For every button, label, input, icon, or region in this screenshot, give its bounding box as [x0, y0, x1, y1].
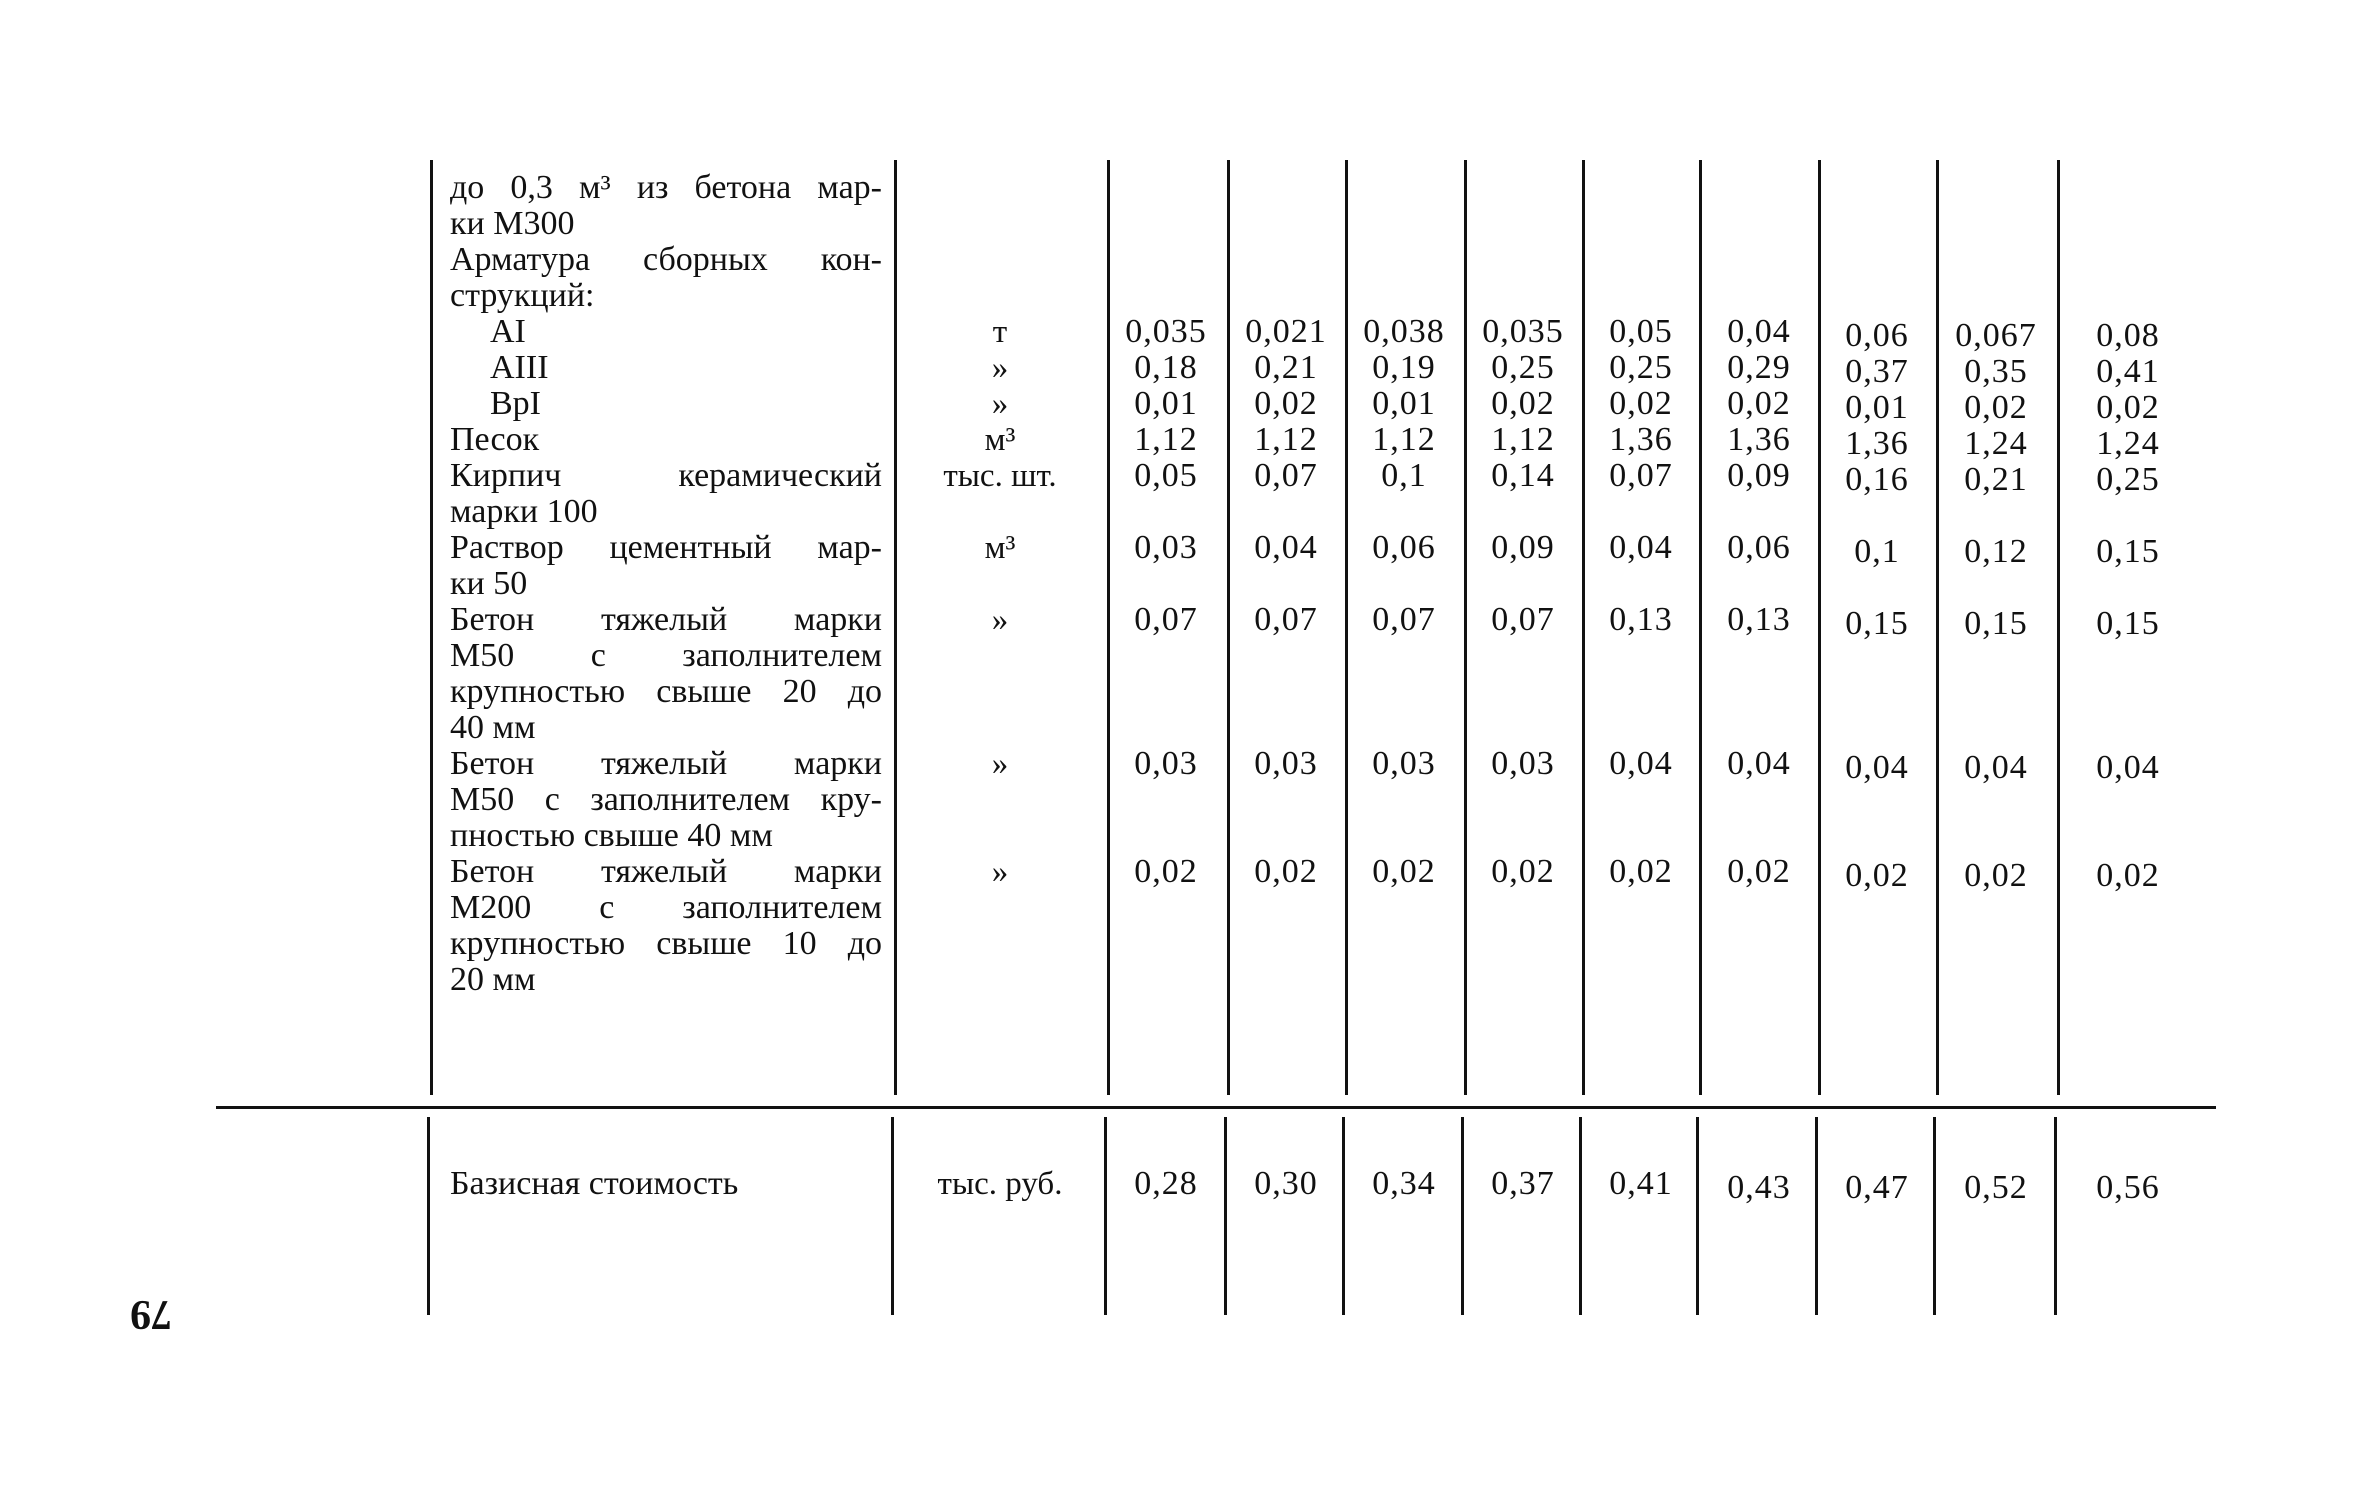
column-border: [1342, 1117, 1345, 1315]
column-border: [891, 1117, 894, 1315]
value-cell: 0,02: [1845, 857, 1909, 894]
value-cell: 0,07: [1372, 601, 1436, 638]
value-cell: 0,01: [1372, 385, 1436, 422]
value-cell: 0,02: [1727, 853, 1791, 890]
value-cell: 1,36: [1609, 421, 1673, 458]
value-cell: 0,02: [2096, 389, 2160, 426]
column-border: [1461, 1117, 1464, 1315]
description-line: марки 100: [450, 493, 598, 530]
total-value-cell: 0,43: [1727, 1169, 1791, 1206]
column-border: [2057, 160, 2060, 1095]
description-line: пностью свыше 40 мм: [450, 817, 773, 854]
value-cell: 0,02: [2096, 857, 2160, 894]
total-unit: тыс. руб.: [937, 1166, 1063, 1202]
value-cell: 0,01: [1134, 385, 1198, 422]
value-cell: 0,08: [2096, 317, 2160, 354]
unit-cell: м³: [984, 530, 1016, 566]
value-cell: 0,067: [1955, 317, 2037, 354]
column-border: [1579, 1117, 1582, 1315]
value-cell: 1,12: [1491, 421, 1555, 458]
description-line: Бетон тяжелый марки: [450, 853, 882, 890]
column-border: [1696, 1117, 1699, 1315]
page-number: 79: [130, 1291, 172, 1337]
description-line: ки 50: [450, 565, 528, 602]
value-cell: 0,06: [1727, 529, 1791, 566]
table-divider: [216, 1106, 2216, 1109]
description-line: Арматура сборных кон-: [450, 241, 882, 278]
column-border: [1815, 1117, 1818, 1315]
value-cell: 0,15: [2096, 605, 2160, 642]
value-cell: 0,37: [1845, 353, 1909, 390]
value-cell: 0,07: [1134, 601, 1198, 638]
value-cell: 0,15: [1845, 605, 1909, 642]
value-cell: 0,04: [1609, 529, 1673, 566]
value-cell: 0,15: [2096, 533, 2160, 570]
value-cell: 0,13: [1609, 601, 1673, 638]
value-cell: 0,21: [1254, 349, 1318, 386]
value-cell: 0,41: [2096, 353, 2160, 390]
total-value-cell: 0,47: [1845, 1169, 1909, 1206]
column-border: [894, 160, 897, 1095]
description-line: BpI: [490, 385, 541, 422]
value-cell: 0,06: [1372, 529, 1436, 566]
value-cell: 0,03: [1134, 529, 1198, 566]
column-border: [1224, 1117, 1227, 1315]
value-cell: 0,03: [1372, 745, 1436, 782]
value-cell: 0,25: [1609, 349, 1673, 386]
value-cell: 0,03: [1491, 745, 1555, 782]
value-cell: 0,05: [1134, 457, 1198, 494]
value-cell: 0,02: [1254, 853, 1318, 890]
value-cell: 0,02: [1964, 389, 2028, 426]
value-cell: 0,04: [1609, 745, 1673, 782]
value-cell: 0,16: [1845, 461, 1909, 498]
value-cell: 1,36: [1845, 425, 1909, 462]
unit-cell: »: [991, 386, 1009, 422]
value-cell: 0,14: [1491, 457, 1555, 494]
value-cell: 0,21: [1964, 461, 2028, 498]
unit-cell: »: [991, 602, 1009, 638]
total-value-cell: 0,52: [1964, 1169, 2028, 1206]
value-cell: 0,07: [1609, 457, 1673, 494]
value-cell: 1,12: [1134, 421, 1198, 458]
value-cell: 0,04: [1254, 529, 1318, 566]
unit-cell: м³: [984, 422, 1016, 458]
unit-cell: »: [991, 350, 1009, 386]
value-cell: 0,06: [1845, 317, 1909, 354]
unit-cell: т: [992, 314, 1008, 350]
value-cell: 0,29: [1727, 349, 1791, 386]
value-cell: 0,09: [1727, 457, 1791, 494]
description-line: крупностью свыше 20 до: [450, 673, 882, 710]
description-line: AIII: [490, 349, 549, 386]
value-cell: 0,02: [1491, 385, 1555, 422]
value-cell: 0,01: [1845, 389, 1909, 426]
value-cell: 0,04: [1845, 749, 1909, 786]
total-value-cell: 0,34: [1372, 1165, 1436, 1202]
value-cell: 0,02: [1609, 853, 1673, 890]
value-cell: 0,15: [1964, 605, 2028, 642]
value-cell: 0,04: [1964, 749, 2028, 786]
value-cell: 0,02: [1491, 853, 1555, 890]
value-cell: 0,02: [1254, 385, 1318, 422]
value-cell: 0,02: [1964, 857, 2028, 894]
description-line: до 0,3 м³ из бетона мар-: [450, 169, 882, 206]
description-line: М50 с заполнителем кру-: [450, 781, 882, 818]
description-line: ки М300: [450, 205, 575, 242]
description-line: М200 с заполнителем: [450, 889, 882, 926]
description-line: струкций:: [450, 277, 595, 314]
value-cell: 1,24: [2096, 425, 2160, 462]
value-cell: 0,07: [1491, 601, 1555, 638]
total-value-cell: 0,28: [1134, 1165, 1198, 1202]
value-cell: 0,1: [1854, 533, 1900, 570]
value-cell: 1,36: [1727, 421, 1791, 458]
column-border: [427, 1117, 430, 1315]
value-cell: 0,035: [1125, 313, 1207, 350]
value-cell: 0,021: [1245, 313, 1327, 350]
description-line: 20 мм: [450, 961, 536, 998]
value-cell: 0,038: [1363, 313, 1445, 350]
value-cell: 0,02: [1134, 853, 1198, 890]
total-value-cell: 0,37: [1491, 1165, 1555, 1202]
value-cell: 0,05: [1609, 313, 1673, 350]
description-line: Бетон тяжелый марки: [450, 745, 882, 782]
value-cell: 0,035: [1482, 313, 1564, 350]
description-line: крупностью свыше 10 до: [450, 925, 882, 962]
total-value-cell: 0,30: [1254, 1165, 1318, 1202]
column-border: [430, 160, 433, 1095]
value-cell: 0,04: [1727, 745, 1791, 782]
column-border: [2054, 1117, 2057, 1315]
description-line: М50 с заполнителем: [450, 637, 882, 674]
value-cell: 1,12: [1372, 421, 1436, 458]
value-cell: 0,13: [1727, 601, 1791, 638]
value-cell: 0,04: [2096, 749, 2160, 786]
value-cell: 0,02: [1372, 853, 1436, 890]
description-line: Раствор цементный мар-: [450, 529, 882, 566]
value-cell: 0,1: [1381, 457, 1427, 494]
value-cell: 1,12: [1254, 421, 1318, 458]
total-value-cell: 0,56: [2096, 1169, 2160, 1206]
description-line: AI: [490, 313, 526, 350]
value-cell: 0,35: [1964, 353, 2028, 390]
value-cell: 0,03: [1134, 745, 1198, 782]
value-cell: 0,04: [1727, 313, 1791, 350]
total-value-cell: 0,41: [1609, 1165, 1673, 1202]
value-cell: 0,25: [1491, 349, 1555, 386]
unit-cell: »: [991, 854, 1009, 890]
value-cell: 0,25: [2096, 461, 2160, 498]
description-line: Бетон тяжелый марки: [450, 601, 882, 638]
value-cell: 0,07: [1254, 601, 1318, 638]
column-border: [1933, 1117, 1936, 1315]
value-cell: 1,24: [1964, 425, 2028, 462]
value-cell: 0,19: [1372, 349, 1436, 386]
description-line: Песок: [450, 421, 540, 458]
unit-cell: тыс. шт.: [943, 458, 1057, 494]
description-line: Кирпич керамический: [450, 457, 882, 494]
total-label: Базисная стоимость: [450, 1165, 739, 1202]
value-cell: 0,12: [1964, 533, 2028, 570]
description-line: 40 мм: [450, 709, 536, 746]
unit-cell: »: [991, 746, 1009, 782]
value-cell: 0,18: [1134, 349, 1198, 386]
value-cell: 0,02: [1609, 385, 1673, 422]
value-cell: 0,07: [1254, 457, 1318, 494]
value-cell: 0,09: [1491, 529, 1555, 566]
value-cell: 0,02: [1727, 385, 1791, 422]
column-border: [1104, 1117, 1107, 1315]
value-cell: 0,03: [1254, 745, 1318, 782]
